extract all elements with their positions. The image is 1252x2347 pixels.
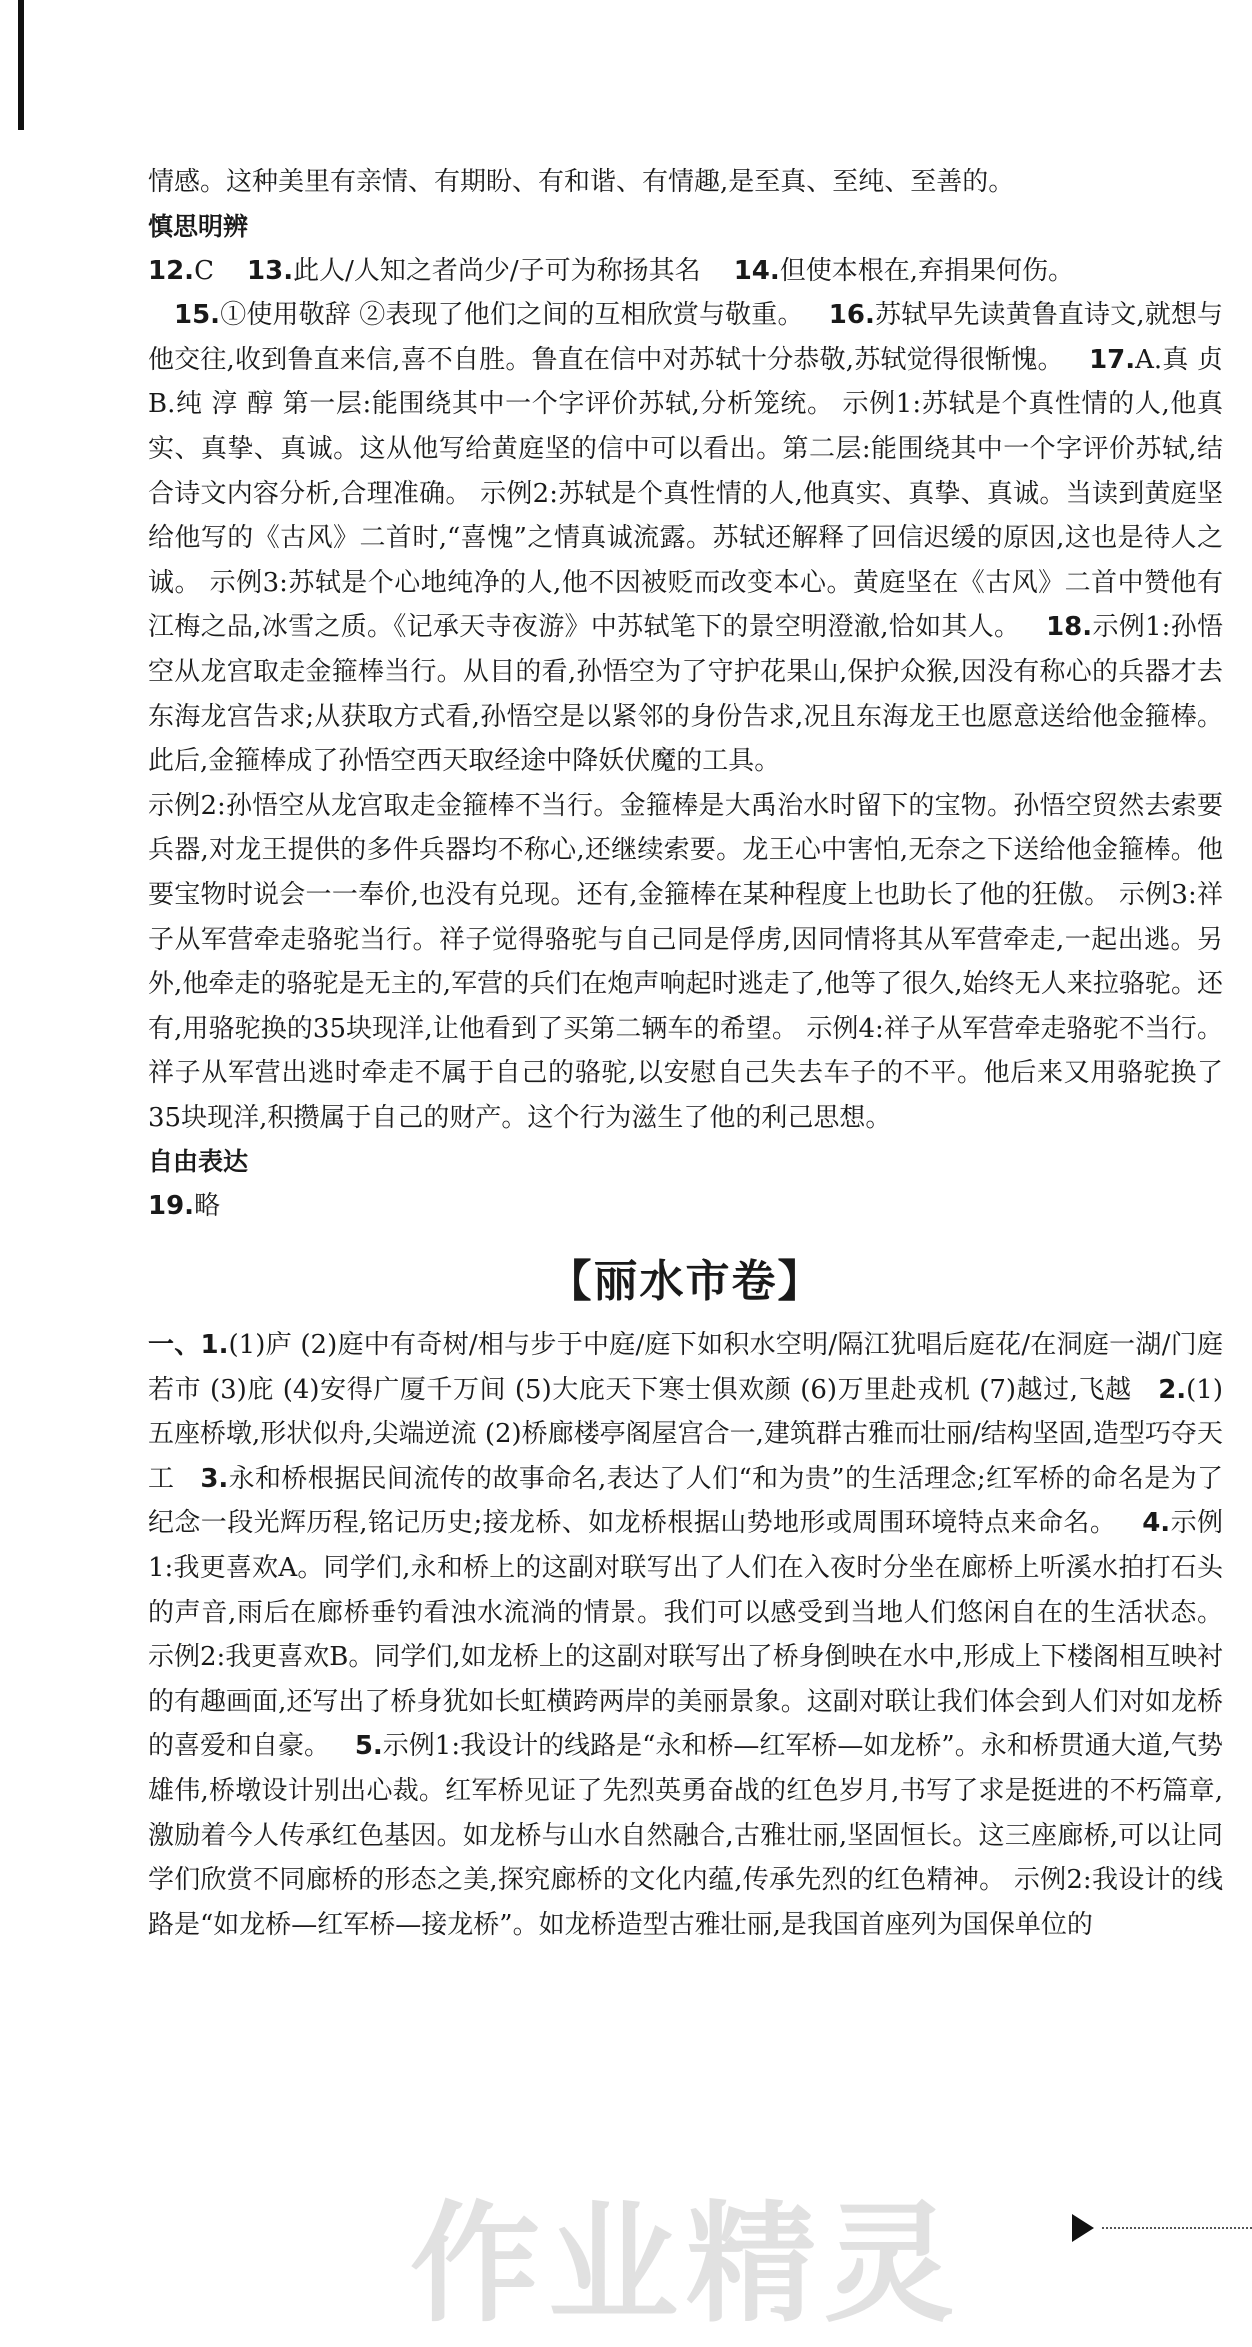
next-page-indicator (1072, 2214, 1252, 2242)
p2-answer: (1)五座桥墩,形状似舟,尖端逆流 (2)桥廊楼亭阁屋宫合一,建筑群古雅而壮丽/结构坚固,造型巧夺天工 (148, 1374, 1223, 1494)
p4-number: 4. (1142, 1508, 1171, 1539)
answers-15-18 (148, 293, 1223, 784)
lishui-answers (148, 1323, 1223, 1947)
margin-rule (18, 0, 24, 130)
q18-answer: 示例1:孙悟空从龙宫取走金箍棒当行。从目的看,孙悟空为了守护花果山,保护众猴,因没有称心的兵器才去东海龙宫告求;从获取方式看,孙悟空是以紧邻的身份告求,况且东海龙王也愿意送给他金箍棒。此后,金箍棒成了孙悟空西天取经途中降妖伏魔的工具。 (148, 612, 1224, 777)
answers-12-14 (148, 249, 1223, 294)
section-banner: 【丽水市卷】 (547, 1256, 824, 1308)
q14-number: 14. (733, 255, 780, 286)
q15-answer: ①使用敬辞 ②表现了他们之间的互相欣赏与敬重。 (220, 300, 804, 331)
q15-number: 15. (174, 300, 221, 331)
p5-answer: 示例1:我设计的线路是“永和桥—红军桥—如龙桥”。永和桥贯通大道,气势雄伟,桥墩设计别出心裁。红军桥见证了先烈英勇奋战的红色岁月,书写了求是挺进的不朽篇章,激励着今人传承红色基因。如龙桥与山水自然融合,古雅壮丽,坚固恒长。这三座廊桥,可以让同学们欣赏不同廊桥的形态之美,探究廊桥的文化内蕴,传承先烈的红色精神。 示例2:我设计的线路是“如龙桥—红军桥—接龙桥”。如龙桥造型古雅壮丽,是我国首座列为国保单位的 (148, 1731, 1223, 1940)
intro-line: 情感。这种美里有亲情、有期盼、有和谐、有情趣,是至真、至纯、至善的。 (148, 167, 1015, 197)
q19-answer: 略 (194, 1191, 221, 1222)
q18-number: 18. (1046, 612, 1093, 643)
p3-number: 3. (200, 1463, 229, 1494)
arrow-right-icon (1072, 2214, 1094, 2242)
dotted-line (1102, 2227, 1252, 2229)
q17-answer: A.真 贞 B.纯 淳 醇 第一层:能围绕其中一个字评价苏轼,分析笼统。 示例1:苏轼是个真性情的人,他真实、真挚、真诚。这从他写给黄庭坚的信中可以看出。第二层:能围绕其中一个字评价苏轼,结合诗文内容分析,合理准确。 示例2:苏轼是个真性情的人,他真实、真挚、真诚。当读到黄庭坚给他写的《古风》二首时,“喜愧”之情真诚流露。苏轼还解释了回信迟缓的原因,这也是待人之诚。 示例3:苏轼是个心地纯净的人,他不因被贬而改变本心。黄庭坚在《古风》二首中赞他有江梅之品,冰雪之质。《记承天寺夜游》中苏轼笔下的景空明澄澈,恰如其人。 (148, 344, 1224, 643)
part1-answer: (1)庐 (2)庭中有奇树/相与步于中庭/庭下如积水空明/隔江犹唱后庭花/在洞庭一湖/门庭若市 (3)庇 (4)安得广厦千万间 (5)大庇天下寒士俱欢颜 (6)万里赴戎机 (7)越过,飞越 (148, 1330, 1223, 1405)
p2-number: 2. (1158, 1374, 1187, 1405)
q13-answer: 此人/人知之者尚少/子可为称扬其名 (293, 255, 701, 286)
p5-number: 5. (354, 1731, 383, 1762)
part1-number: 一、1. (148, 1330, 229, 1361)
q18-continuation: 示例2:孙悟空从龙宫取走金箍棒不当行。金箍棒是大禹治水时留下的宝物。孙悟空贸然去索要兵器,对龙王提供的多件兵器均不称心,还继续索要。龙王心中害怕,无奈之下送给他金箍棒。他要宝物时说会一一奉价,也没有兑现。还有,金箍棒在某种程度上也助长了他的狂傲。 示例3:祥子从军营牵走骆驼当行。祥子觉得骆驼与自己同是俘虏,因同情将其从军营牵走,一起出逃。另外,他牵走的骆驼是无主的,军营的兵们在炮声响起时逃走了,他等了很久,始终无人来拉骆驼。还有,用骆驼换的35块现洋,让他看到了买第二辆车的希望。 示例4:祥子从军营牵走骆驼不当行。祥子从军营出逃时牵走不属于自己的骆驼,以安慰自己失去车子的不平。他后来又用骆驼换了35块现洋,积攒属于自己的财产。这个行为滋生了他的利己思想。 (148, 790, 1223, 1133)
q12-answer: C (194, 255, 214, 286)
q19-number: 19. (148, 1191, 195, 1222)
q16-answer: 苏轼早先读黄鲁直诗文,就想与他交往,收到鲁直来信,喜不自胜。鲁直在信中对苏轼十分恭敬,苏轼觉得很惭愧。 (148, 300, 1224, 375)
q14-answer: 但使本根在,弃捐果何伤。 (779, 255, 1075, 286)
q12-number: 12. (148, 255, 195, 286)
answer-19 (148, 1184, 1223, 1229)
watermark: 作业精灵 (410, 2188, 963, 2340)
q13-number: 13. (247, 255, 294, 286)
answer-content (148, 160, 1223, 1947)
q16-number: 16. (828, 300, 875, 331)
p4-answer: 示例1:我更喜欢A。同学们,永和桥上的这副对联写出了人们在入夜时分坐在廊桥上听溪水拍打石头的声音,雨后在廊桥垂钓看浊水流淌的情景。我们可以感受到当地人们悠闲自在的生活状态。 示例2:我更喜欢B。同学们,如龙桥上的这副对联写出了桥身倒映在水中,形成上下楼阁相互映衬的有趣画面,还写出了桥身犹如长虹横跨两岸的美丽景象。这副对联让我们体会到人们对如龙桥的喜爱和自豪。 (148, 1508, 1223, 1762)
section-title-ziyou: 自由表达 (148, 1147, 249, 1177)
section-title-shensi: 慎思明辨 (148, 211, 249, 241)
p3-answer: 永和桥根据民间流传的故事命名,表达了人们“和为贵”的生活理念;红军桥的命名是为了纪念一段光辉历程,铭记历史;接龙桥、如龙桥根据山势地形或周围环境特点来命名。 (148, 1463, 1223, 1539)
q17-number: 17. (1089, 344, 1136, 375)
